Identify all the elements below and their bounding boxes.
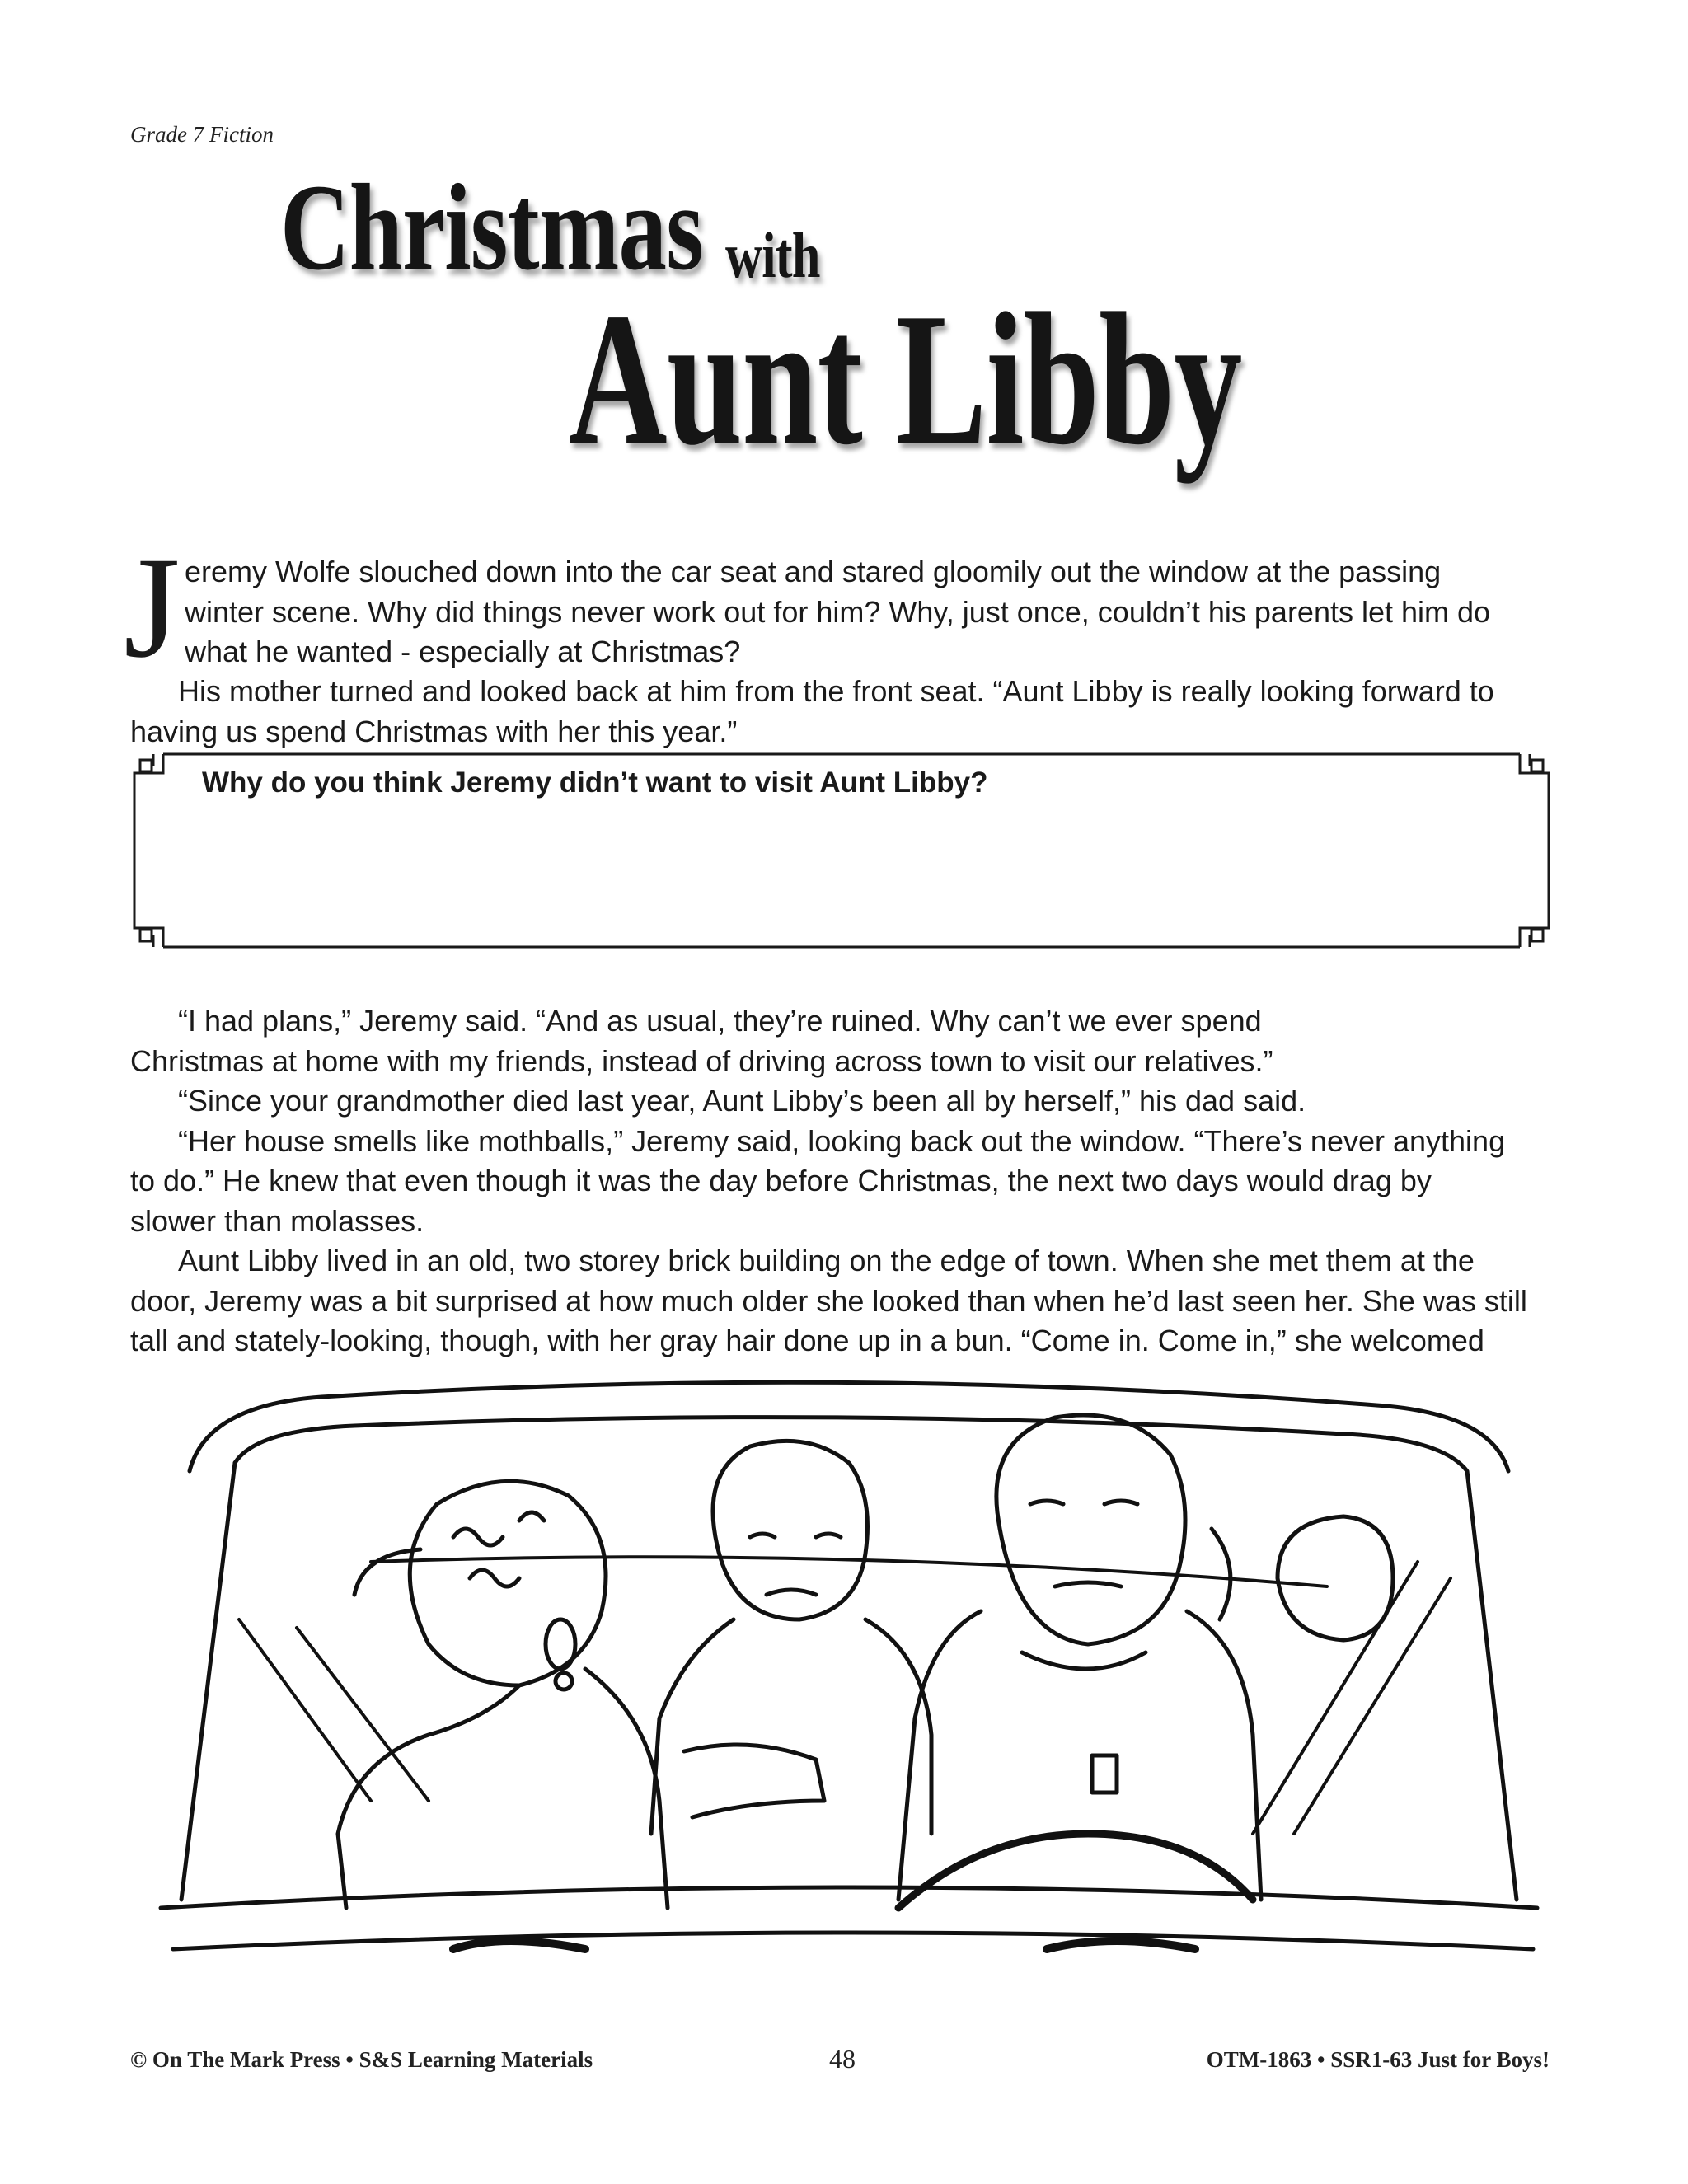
father-figure (898, 1415, 1261, 1900)
page-number: 48 (829, 2044, 856, 2074)
story-line-text: “I had plans,” Jeremy said. “And as usual, they’re ruined. Why can’t we ever spend (178, 1004, 1262, 1038)
story-line (130, 1241, 1527, 1282)
windshield-top (190, 1382, 1508, 1471)
story-line: door, Jeremy was a bit surprised at how much older she looked than when he’d last seen her. She was still (130, 1283, 1527, 1318)
windshield-inner-frame (235, 1418, 1517, 1900)
story-line (130, 1122, 1527, 1162)
story-line: eremy Wolfe slouched down into the car seat and stared gloomily out the window at the passing (185, 555, 1442, 588)
story-paragraph-2 (130, 672, 1494, 752)
question-prompt: Why do you think Jeremy didn’t want to visit Aunt Libby? (202, 766, 988, 799)
story-line (130, 1001, 1527, 1042)
story-line: Christmas at home with my friends, instead of driving across town to visit our relatives.” (130, 1043, 1273, 1078)
story-line (130, 1081, 1527, 1122)
steering-wheel (898, 1834, 1253, 1908)
story-line: what he wanted - especially at Christmas? (185, 635, 741, 668)
story-line (130, 672, 1494, 712)
jeremy-figure (651, 1441, 931, 1834)
title-christmas: Christmas (280, 159, 703, 296)
story-line-text: His mother turned and looked back at him from the front seat. “Aunt Libby is really looking forward to (178, 674, 1494, 708)
footer-publisher: © On The Mark Press • S&S Learning Materials (130, 2047, 593, 2072)
story-line: having us spend Christmas with her this year.” (130, 714, 738, 748)
story-line-text: “Her house smells like mothballs,” Jeremy said, looking back out the window. “There’s never anything (178, 1123, 1506, 1158)
story-line-text: Aunt Libby lived in an old, two storey brick building on the edge of town. When she met them at the (178, 1244, 1475, 1277)
story-paragraph-1 (185, 552, 1490, 673)
car-family-illustration (157, 1372, 1541, 1990)
title-with: with (725, 219, 820, 291)
grade-label: Grade 7 Fiction (130, 122, 274, 147)
footer-catalog-code: OTM-1863 • SSR1-63 Just for Boys! (1206, 2047, 1550, 2072)
story-line: tall and stately-looking, though, with her gray hair done up in a bun. “Come in. Come in,” she welcomed (130, 1324, 1484, 1357)
drop-cap: J (124, 527, 181, 688)
story-line: winter scene. Why did things never work out for him? Why, just once, couldn’t his parents let him do (185, 594, 1491, 629)
title-aunt-libby: Aunt Libby (569, 274, 1242, 484)
story-line: slower than molasses. (130, 1203, 424, 1238)
dashboard-line (161, 1887, 1537, 1908)
story-line-text: “Since your grandmother died last year, Aunt Libby’s been all by herself,” his dad said. (178, 1084, 1306, 1118)
story-line: to do.” He knew that even though it was the day before Christmas, the next two days would drag by (130, 1164, 1432, 1197)
story-paragraph-3 (130, 1001, 1527, 1361)
mother-figure (338, 1481, 668, 1908)
